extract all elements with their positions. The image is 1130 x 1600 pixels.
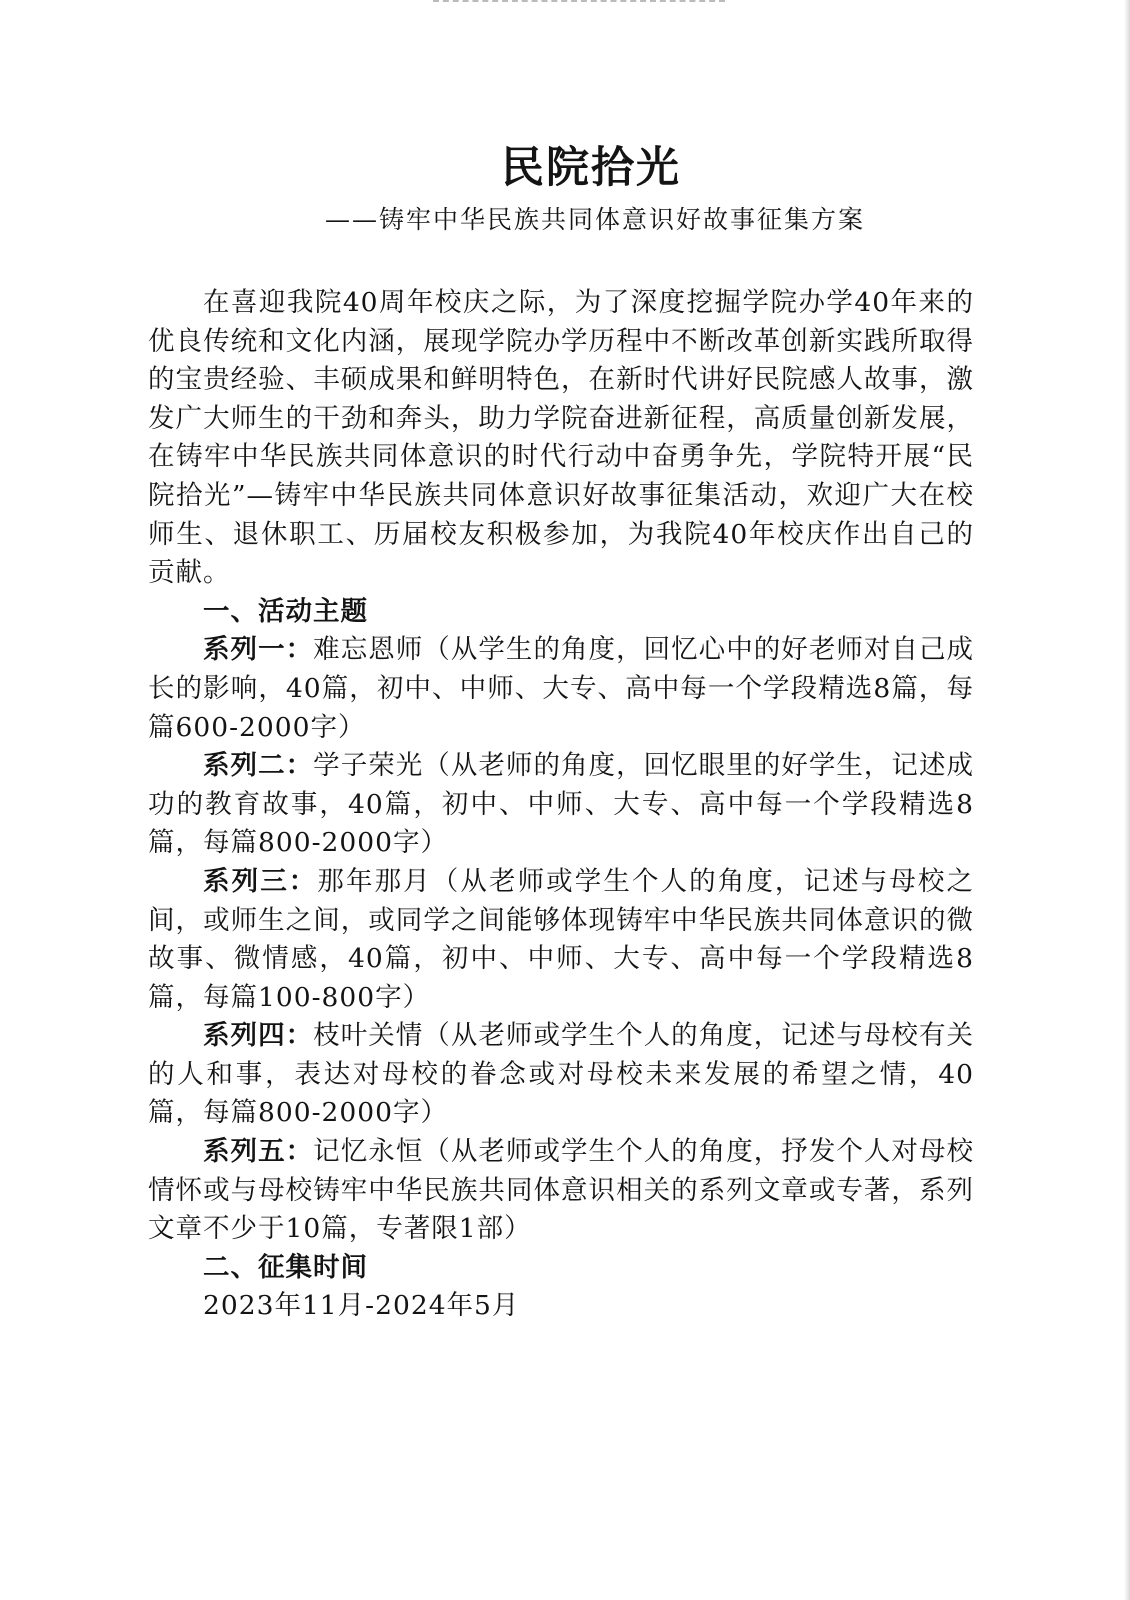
series-text: 枝叶关情（从老师或学生个人的角度，记述与母校有关的人和事，表达对母校的眷念或对母校未来发展的希望之情，40篇，每篇800-2000字） <box>148 1020 975 1129</box>
scan-artifact-edge <box>1124 0 1130 1600</box>
document-title: 民院拾光 <box>501 143 681 193</box>
section-heading-theme: 一、活动主题 <box>203 595 368 627</box>
document-subtitle: ——铸牢中华民族共同体意识好故事征集方案 <box>324 205 865 234</box>
series-label: 系列一： <box>203 634 314 666</box>
series-text: 学子荣光（从老师的角度，回忆眼里的好学生，记述成功的教育故事，40篇，初中、中师、大专、高中每一个学段精选8篇，每篇800-2000字） <box>148 750 975 859</box>
series-item-3 <box>148 863 974 1017</box>
series-label: 系列五： <box>203 1136 314 1168</box>
series-label: 系列二： <box>203 750 314 782</box>
series-item-4 <box>148 1017 974 1133</box>
series-label: 系列四： <box>203 1020 314 1052</box>
document-page <box>148 136 974 1326</box>
series-item-1 <box>148 631 974 747</box>
series-text: 那年那月（从老师或学生个人的角度，记述与母校之间，或师生之间，或同学之间能够体现铸牢中华民族共同体意识的微故事、微情感，40篇，初中、中师、大专、高中每一个学段精选8篇，每篇100-800字） <box>148 865 975 1013</box>
series-label: 系列三： <box>203 865 318 897</box>
series-text: 难忘恩师（从学生的角度，回忆心中的好老师对自己成长的影响，40篇，初中、中师、大专、高中每一个学段精选8篇，每篇600-2000字） <box>148 634 975 743</box>
series-item-5 <box>148 1133 974 1249</box>
scan-artifact-top <box>433 0 725 5</box>
collection-period: 2023年11月-2024年5月 <box>203 1290 520 1322</box>
series-text: 记忆永恒（从老师或学生个人的角度，抒发个人对母校情怀或与母校铸牢中华民族共同体意识相关的系列文章或专著，系列文章不少于10篇，专著限1部） <box>148 1136 975 1245</box>
intro-paragraph: 在喜迎我院40周年校庆之际，为了深度挖掘学院办学40年来的优良传统和文化内涵，展现学院办学历程中不断改革创新实践所取得的宝贵经验、丰硕成果和鲜明特色，在新时代讲好民院感人故事，激发广大师生的干劲和奔头，助力学院奋进新征程，高质量创新发展，在铸牢中华民族共同体意识的时代行动中奋勇争先，学院特开展“民院拾光”—铸牢中华民族共同体意识好故事征集活动，欢迎广大在校师生、退休职工、历届校友积极参加，为我院40年校庆作出自己的贡献。 <box>148 287 974 589</box>
section-heading-time: 二、征集时间 <box>203 1251 368 1283</box>
series-item-2 <box>148 747 974 863</box>
